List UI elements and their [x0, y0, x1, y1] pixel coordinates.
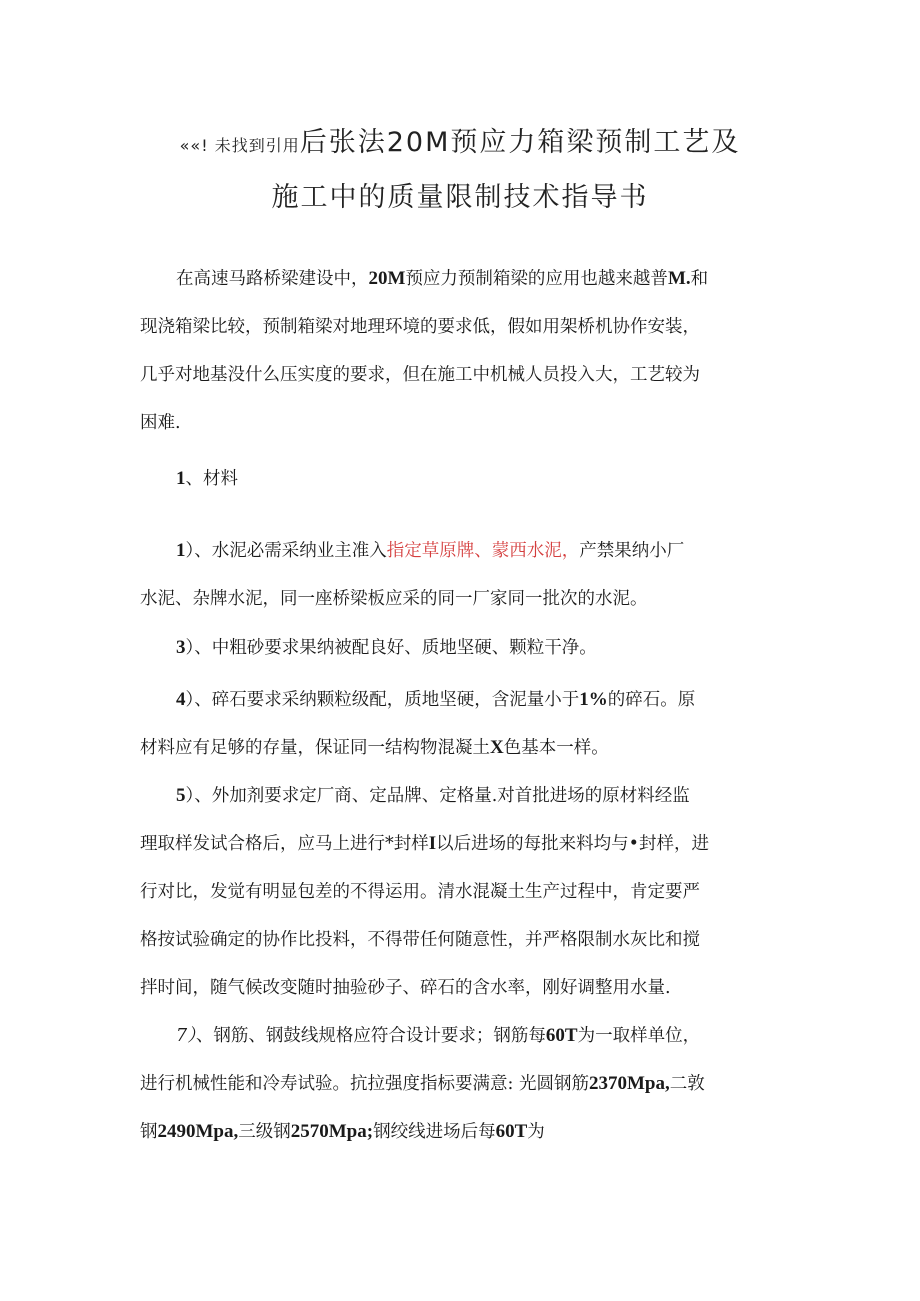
document-title-line-2: 施工中的质量限制技术指导书	[271, 182, 649, 213]
item-4-gravel: 4）、碎石要求采纳颗粒级配，质地坚硬，含泥量小于1%的碎石。原 材料应有足够的存量，保证同一结构物混凝土X色基本一样。	[140, 689, 696, 758]
intro-line-3: 几乎对地基没什么压实度的要求，但在施工中机械人员投入大，工艺较为	[140, 365, 700, 385]
reference-error-prefix: ««! 未找到引用	[179, 136, 300, 155]
item-7-steel: 7）、钢筋、钢鼓线规格应符合设计要求；钢筋每60T为一取样单位， 进行机械性能和冷寿试验。抗拉强度指标要满意: 光圆钢筋2370Mpa,二敦 钢2490Mpa,三级钢2570Mpa;钢绞线进场后每60T为	[140, 1025, 705, 1142]
document-title-line-1	[0, 120, 920, 159]
item-1-cement: 1）、水泥必需采纳业主准入指定草原牌、蒙西水泥，产禁果纳小厂 水泥、杂牌水泥，同一座桥梁板应采的同一厂家同一批次的水泥。	[140, 540, 685, 609]
item-5-admixture: 5）、外加剂要求定厂商、定品牌、定格量.对首批进场的原材料经监 理取样发试合格后，应马上进行*封样I以后进场的每批来料均与•封样，进 行对比，发觉有明显包差的不得运用。清水混凝土生产过程中，肯定要严 格按试验确定的协作比投料，不得带任何随意性，并严格限制水灰比和搅 拌时间，随气候改变随时抽验砂子、碎石的含水率，刚好调整用水量.	[140, 785, 709, 998]
specified-brand-text: 指定草原牌、蒙西水泥，	[386, 541, 580, 561]
intro-line-2: 现浇箱梁比较，预制箱梁对地理环境的要求低，假如用架桥机协作安装，	[140, 317, 700, 337]
intro-paragraph	[140, 255, 788, 447]
intro-line-1: 在高速马路桥梁建设中，20M预应力预制箱梁的应用也越来越普M.和	[176, 268, 709, 289]
intro-line-4: 困难.	[140, 413, 181, 433]
section-heading-materials: 1、材料	[176, 468, 238, 489]
title-main: 后张法20M预应力箱梁预制工艺及	[299, 127, 741, 158]
item-3-sand: 3）、中粗砂要求果纳被配良好、质地坚硬、颗粒干净。	[176, 637, 597, 658]
